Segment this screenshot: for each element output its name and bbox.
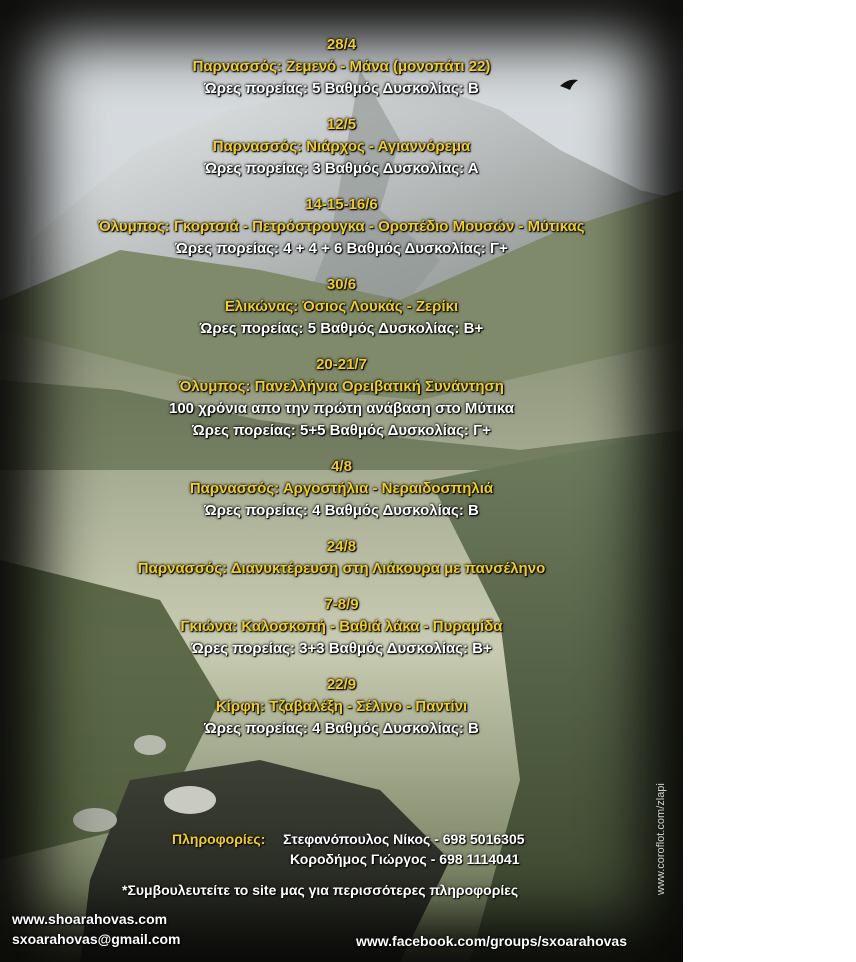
photo-credit: www.coroflot.com/zlapi: [655, 783, 667, 895]
event-detail: Ώρες πορείας: 3+3 Βαθμός Δυσκολίας: Β+: [191, 640, 492, 657]
event-title: Παρνασσός: Ζεμενό - Μάνα (μονοπάτι 22): [192, 58, 491, 75]
event-item: [0, 194, 683, 260]
info-row-1: [172, 829, 525, 850]
event-detail: Ώρες πορείας: 3 Βαθμός Δυσκολίας: Α: [204, 160, 479, 177]
event-date: 20-21/7: [316, 356, 367, 373]
info-label: Πληροφορίες:: [172, 831, 266, 847]
event-item: [0, 274, 683, 340]
event-detail: Ώρες πορείας: 4 Βαθμός Δυσκολίας: Β: [204, 720, 479, 737]
event-date: 12/5: [326, 116, 357, 133]
event-date: 22/9: [326, 676, 357, 693]
events-list: [0, 34, 683, 754]
event-title: Γκιώνα: Καλοσκοπή - Βαθιά λάκα - Πυραμίδα: [180, 618, 503, 635]
event-title: Παρνασσός: Αργοστήλια - Νεραιδοσπηλιά: [189, 480, 494, 497]
event-detail: Ώρες πορείας: 5+5 Βαθμός Δυσκολίας: Γ+: [192, 422, 491, 439]
event-detail: 100 χρόνια απο την πρώτη ανάβαση στο Μύτικα: [169, 400, 514, 417]
event-date: 28/4: [326, 36, 357, 53]
event-title: Όλυμπος: Πανελλήνια Ορειβατική Συνάντηση: [179, 378, 504, 395]
event-date: 4/8: [331, 458, 352, 475]
event-date: 14-15-16/6: [305, 196, 378, 213]
event-date: 30/6: [326, 276, 357, 293]
event-date: 24/8: [326, 538, 357, 555]
event-detail: Ώρες πορείας: 5 Βαθμός Δυσκολίας: Β+: [199, 320, 484, 337]
event-detail: Ώρες πορείας: 5 Βαθμός Δυσκολίας: Β: [204, 80, 479, 97]
event-detail: Ώρες πορείας: 4 Βαθμός Δυσκολίας: Β: [204, 502, 479, 519]
event-item: [0, 34, 683, 100]
event-item: [0, 456, 683, 522]
event-title: Κίρφη: Τζαβαλέξη - Σέλινο - Παντίνι: [215, 698, 468, 715]
contact-2: Κοροδήμος Γιώργος - 698 1114041: [290, 851, 520, 867]
email-link[interactable]: sxoarahovas@gmail.com: [12, 931, 181, 947]
event-item: [0, 674, 683, 740]
event-item: [0, 354, 683, 442]
event-date: 7-8/9: [324, 596, 359, 613]
facebook-link[interactable]: www.facebook.com/groups/sxoarahovas: [356, 933, 628, 949]
site-note: *Συμβουλευτείτε το site μας για περισσότερες πληροφορίες: [122, 882, 519, 898]
event-title: Παρνασσός: Διανυκτέρευση στη Λιάκουρα με πανσέληνο: [137, 560, 546, 577]
event-detail: Ώρες πορείας: 4 + 4 + 6 Βαθμός Δυσκολίας: Γ+: [175, 240, 508, 257]
website-link[interactable]: www.shoarahovas.com: [12, 911, 168, 927]
event-title: Ελικώνας: Όσιος Λουκάς - Ζερίκι: [224, 298, 459, 315]
event-title: Παρνασσός: Νιάρχος - Αγιαννόρεμα: [212, 138, 471, 155]
event-item: [0, 114, 683, 180]
event-item: [0, 536, 683, 580]
contact-1: Στεφανόπουλος Νίκος - 698 5016305: [283, 831, 525, 847]
event-title: Όλυμπος: Γκορτσιά - Πετρόστρουγκα - Οροπέδιο Μουσών - Μύτικας: [98, 218, 585, 235]
event-item: [0, 594, 683, 660]
